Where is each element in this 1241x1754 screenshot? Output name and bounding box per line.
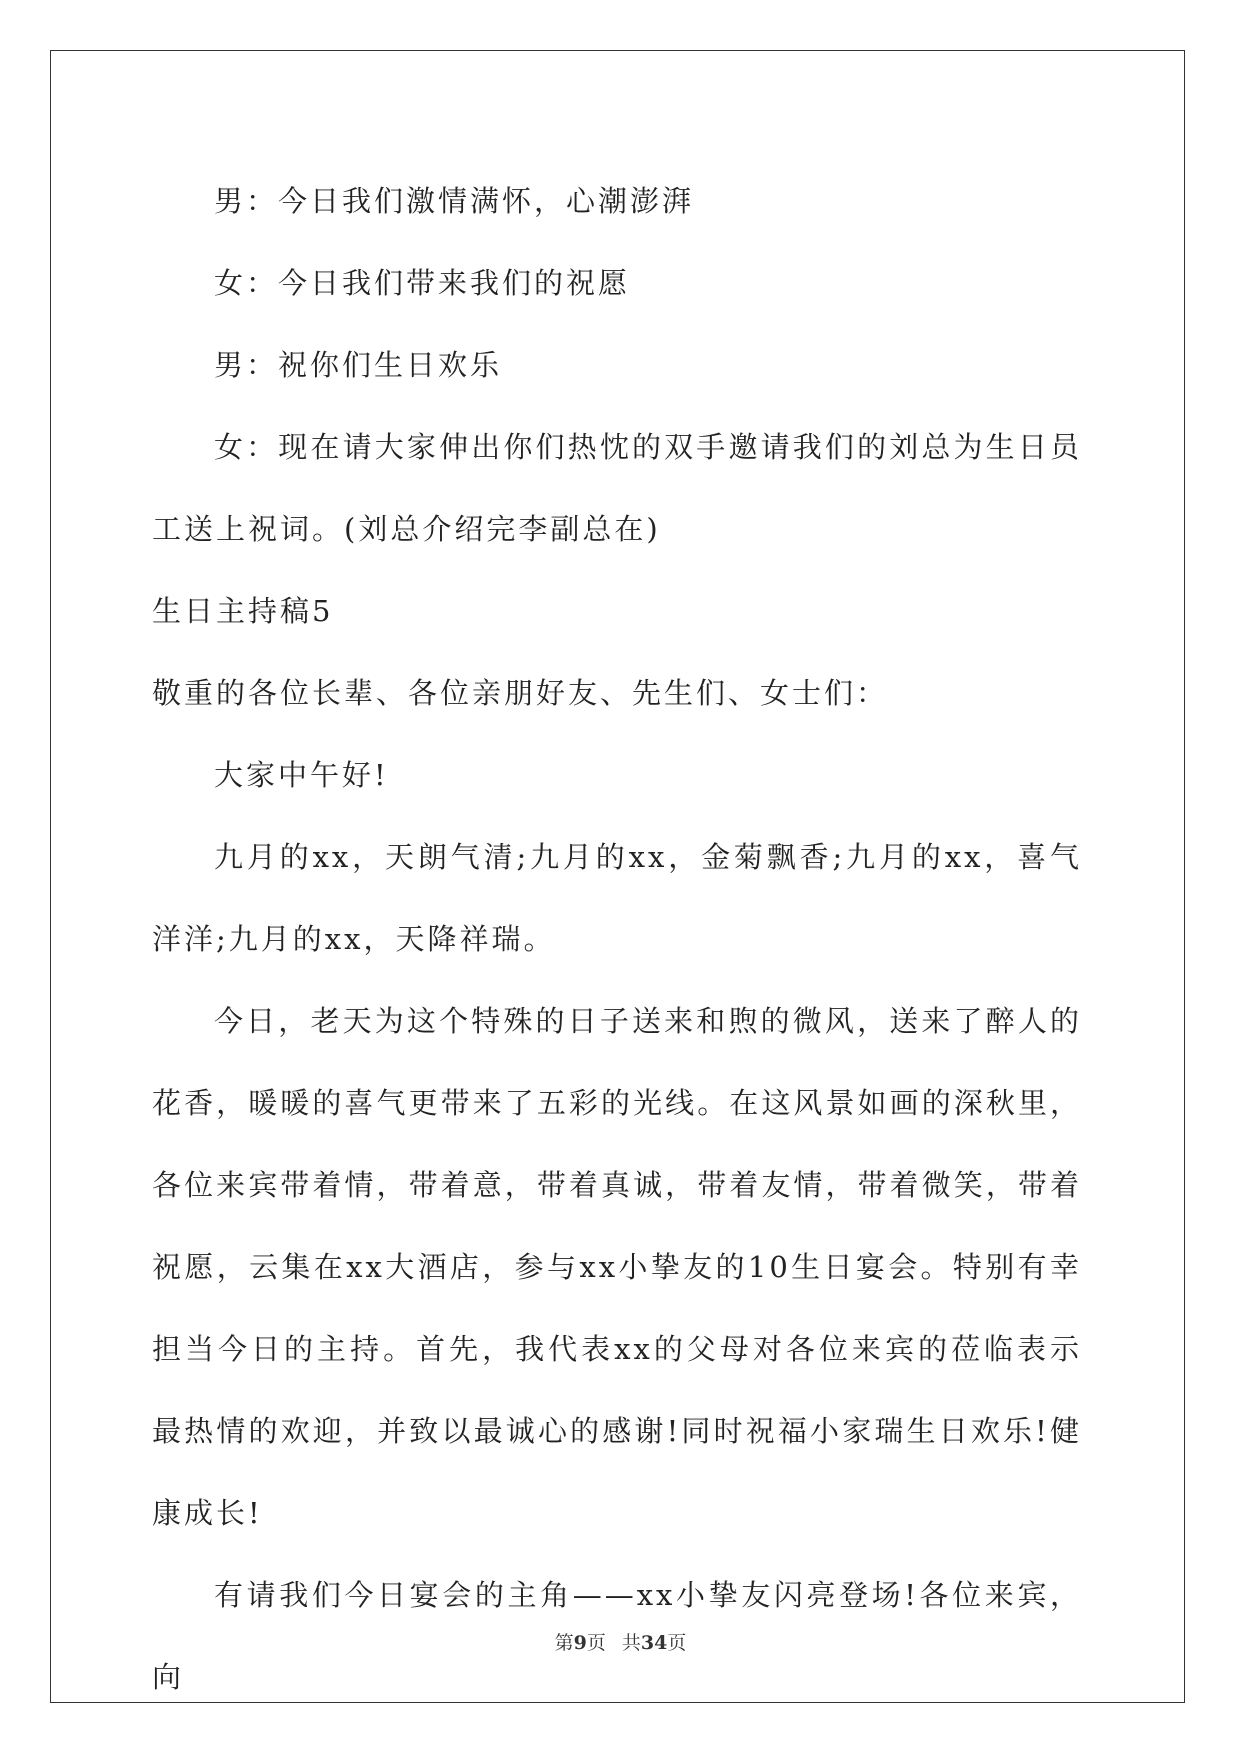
total-pages: 34: [640, 1632, 668, 1654]
paragraph: 九月的xx，天朗气清;九月的xx，金菊飘香;九月的xx，喜气洋洋;九月的xx，天降祥瑞。: [152, 840, 1082, 956]
footer-page-unit: 页: [586, 1632, 606, 1654]
document-body: [152, 160, 1082, 1718]
paragraph: 大家中午好!: [214, 758, 389, 792]
paragraph: 有请我们今日宴会的主角——xx小挚友闪亮登场!各位来宾，向: [152, 1578, 1082, 1694]
page-footer: [0, 1628, 1241, 1655]
paragraph: 男：祝你们生日欢乐: [214, 348, 503, 382]
salutation: 敬重的各位长辈、各位亲朋好友、先生们、女士们：: [152, 676, 889, 710]
paragraph: 女：今日我们带来我们的祝愿: [214, 266, 631, 300]
footer-prefix: 第: [554, 1632, 574, 1654]
paragraph: 男：今日我们激情满怀，心潮澎湃: [214, 184, 695, 218]
footer-total-unit: 页: [667, 1632, 687, 1654]
page-number: 9: [573, 1632, 587, 1654]
section-heading: 生日主持稿5: [152, 594, 334, 628]
paragraph: 今日，老天为这个特殊的日子送来和煦的微风，送来了醉人的花香，暖暖的喜气更带来了五彩的光线。在这风景如画的深秋里，各位来宾带着情，带着意，带着真诚，带着友情，带着微笑，带着祝愿，云集在xx大酒店，参与xx小挚友的10生日宴会。特别有幸担当今日的主持。首先，我代表xx的父母对各位来宾的莅临表示最热情的欢迎，并致以最诚心的感谢!同时祝福小家瑞生日欢乐!健康成长!: [152, 1004, 1082, 1530]
paragraph: 女：现在请大家伸出你们热忱的双手邀请我们的刘总为生日员工送上祝词。(刘总介绍完李副总在): [152, 430, 1082, 546]
footer-total-prefix: 共: [621, 1632, 641, 1654]
